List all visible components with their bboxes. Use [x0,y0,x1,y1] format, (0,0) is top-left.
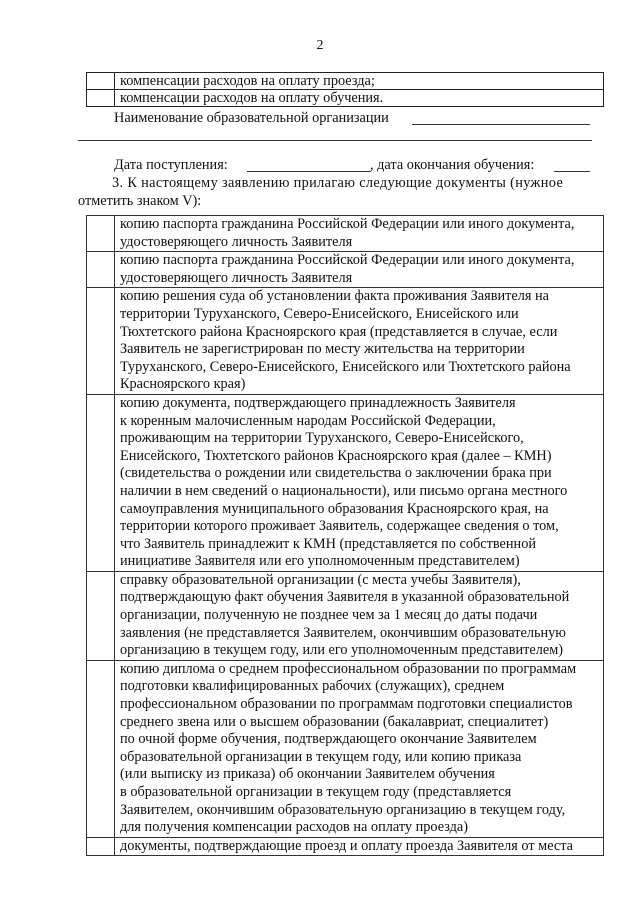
document-row [87,252,604,288]
document-checkbox[interactable] [87,660,115,837]
end-date-label: , дата окончания обучения: [370,157,535,173]
documents-table [86,215,604,856]
org-name-label: Наименование образовательной организации [114,110,389,126]
document-text: копию документа, подтверждающего принадлежность Заявителя к коренным малочисленным народам Российской Федерации, проживающим на территории Туруханского, Северо-Енисейского, Енисейского, Тюхтетского районов Красноярского края (далее – КМН) (свидетельства о рождении или свидетельства о заключении брака при наличии в нем сведений о национальности), или письмо органа местного самоуправления муниципального образования Красноярского края, на территории которого проживает Заявитель, содержащее сведения о том, что Заявитель принадлежит к КМН (представляется по собственной инициативе Заявителя или его уполномоченным представителем) [115,394,604,571]
document-checkbox[interactable] [87,252,115,288]
document-row [87,394,604,571]
document-checkbox[interactable] [87,288,115,395]
document-text: копию диплома о среднем профессиональном образовании по программам подготовки квалифицированных рабочих (служащих), среднем профессиональном образовании по программам подготовки специалистов среднего звена или о высшем образовании (бакалавриат, специалитет) по очной форме обучения, подтверждающего окончание Заявителем образовательной организации в текущем году, или копию приказа (или выписку из приказа) об окончании Заявителем обучения в образовательной организации в текущем году (представляется Заявителем, окончившим образовательную организацию в текущем году, для получения компенсации расходов на оплату проезда) [115,660,604,837]
document-checkbox[interactable] [87,837,115,856]
receipt-date-field[interactable] [247,171,371,172]
document-checkbox[interactable] [87,571,115,660]
document-text: копию решения суда об установлении факта проживания Заявителя на территории Туруханского, Северо-Енисейского, Енисейского или Тюхтетского района Красноярского края (представляется в случае, если Заявитель не зарегистрирован по месту жительства на территории Туруханского, Северо-Енисейского, Енисейского или Тюхтетского района Красноярского края) [115,288,604,395]
document-text: копию паспорта гражданина Российской Федерации или иного документа, удостоверяющего личность Заявителя [115,216,604,252]
document-row [87,288,604,395]
document-text: документы, подтверждающие проезд и оплату проезда Заявителя от места [115,837,604,856]
document-row [87,216,604,252]
compensation-checkbox-travel[interactable] [87,73,115,90]
end-date-field[interactable] [554,171,590,172]
compensation-option-label: компенсации расходов на оплату обучения. [115,90,604,107]
document-row [87,660,604,837]
org-name-field-line-2[interactable] [78,140,592,141]
document-checkbox[interactable] [87,216,115,252]
document-text: справку образовательной организации (с места учебы Заявителя), подтверждающую факт обучения Заявителя в указанной образовательной организации, полученную не позднее чем за 1 месяц до даты подачи заявления (не представляется Заявителем, окончившим образовательную организацию в текущем году, или его уполномоченным представителем) [115,571,604,660]
compensation-option-row [87,73,604,90]
compensation-option-row [87,90,604,107]
compensation-checkbox-education[interactable] [87,90,115,107]
document-checkbox[interactable] [87,394,115,571]
org-name-field[interactable] [412,124,590,125]
section-3-intro: 3. К настоящему заявлению прилагаю следующие документы (нужное [112,175,564,191]
compensation-option-label: компенсации расходов на оплату проезда; [115,73,604,90]
compensation-options-table [86,72,604,107]
document-row [87,571,604,660]
receipt-date-label: Дата поступления: [114,157,228,173]
page-number: 2 [316,38,324,53]
document-row [87,837,604,856]
section-3-intro-cont: отметить знаком V): [78,193,202,209]
document-text: копию паспорта гражданина Российской Федерации или иного документа, удостоверяющего личность Заявителя [115,252,604,288]
